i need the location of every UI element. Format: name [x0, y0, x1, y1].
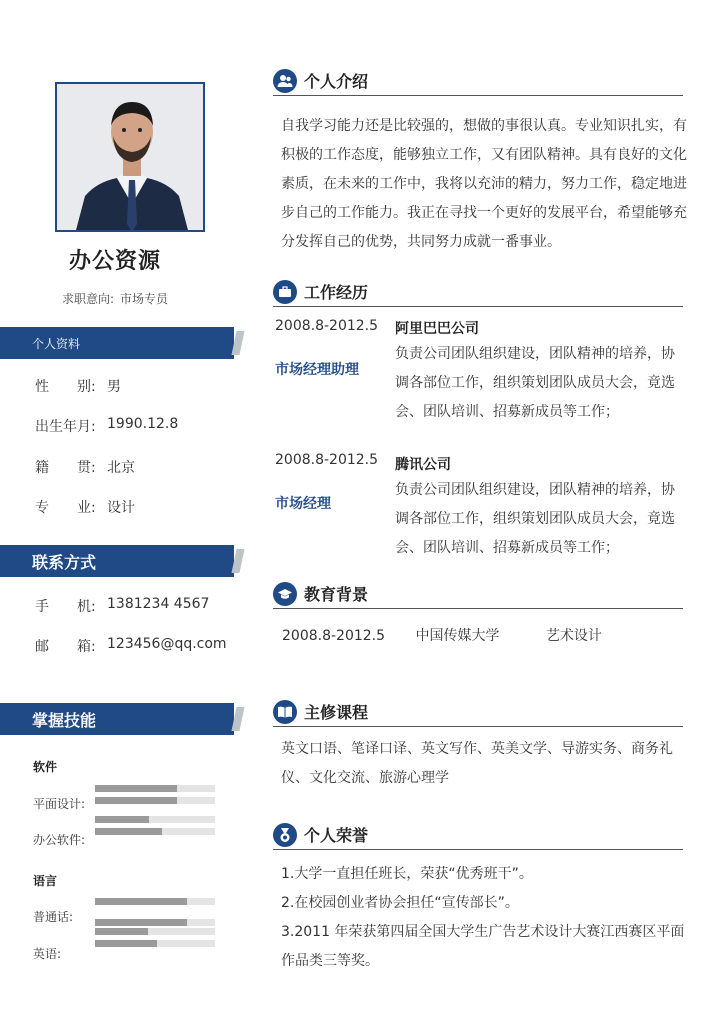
- info-birth: [35, 416, 178, 436]
- education-section-header: [273, 581, 683, 609]
- info-label: 专 业:: [35, 500, 96, 516]
- experience-title: 工作经历: [304, 283, 369, 302]
- job-intent: [0, 290, 230, 307]
- phone-value[interactable]: 1381234 4567: [107, 596, 210, 612]
- honors-section-header: [273, 822, 683, 850]
- header-decoration: [231, 331, 244, 355]
- intro-section-header: [273, 68, 683, 96]
- avatar: [57, 84, 205, 232]
- job-role: 市场经理: [275, 496, 331, 512]
- honors-list: [281, 860, 691, 976]
- email-value[interactable]: 123456@qq.com: [107, 636, 227, 652]
- education-major: 艺术设计: [545, 628, 602, 644]
- contact-header: [0, 545, 234, 577]
- job-company: 阿里巴巴公司: [395, 321, 479, 337]
- skill-fill: [95, 828, 162, 835]
- info-gender: [35, 376, 121, 396]
- honor-item: 3.2011 年荣获第四届全国大学生广告艺术设计大赛江西赛区平面作品类三等奖。: [281, 924, 685, 969]
- intro-title: 个人介绍: [304, 72, 369, 91]
- education-title: 教育背景: [304, 585, 369, 604]
- skill-bar: [95, 828, 215, 835]
- header-decoration: [231, 549, 244, 573]
- job-role: 市场经理助理: [275, 362, 359, 378]
- contact-title: 联系方式: [32, 552, 97, 572]
- contact-phone: [35, 596, 209, 616]
- job-intent-label: 求职意向:: [61, 292, 115, 306]
- skill-label: 办公软件:: [33, 833, 86, 847]
- job-date: 2008.8-2012.5: [275, 318, 379, 334]
- honor-item: 2.在校园创业者协会担任“宣传部长”。: [281, 895, 519, 911]
- info-major: [35, 497, 135, 517]
- skill-bar-decoration: [95, 928, 215, 935]
- contact-label: 邮 箱:: [35, 639, 96, 655]
- courses-title: 主修课程: [304, 703, 369, 722]
- personal-info-header: [0, 327, 234, 359]
- skill-label: 普通话:: [33, 910, 74, 924]
- info-value: 男: [107, 379, 121, 395]
- job-company: 腾讯公司: [395, 457, 451, 473]
- intro-text: 自我学习能力还是比较强的，想做的事很认真。专业知识扎实，有积极的工作态度，能够独立工作，又有团队精神。具有良好的文化素质，在未来的工作中，我将以充沛的精力，努力工作，稳定地进步自己的工作能力。我正在寻找一个更好的发展平台，希望能够充分发挥自己的优势，共同努力成就一番事业。: [281, 118, 687, 250]
- honors-title: 个人荣誉: [304, 826, 369, 845]
- info-value: 1990.12.8: [107, 416, 179, 432]
- skill-bar-decoration: [95, 816, 215, 823]
- experience-section-header: [273, 279, 683, 307]
- job-date: 2008.8-2012.5: [275, 452, 379, 468]
- courses-text: 英文口语、笔译口译、英文写作、英美文学、导游实务、商务礼仪、文化交流、旅游心理学: [281, 741, 673, 786]
- contact-email: [35, 636, 227, 656]
- personal-info-title: 个人资料: [32, 336, 81, 351]
- education-date: 2008.8-2012.5: [282, 628, 386, 644]
- info-value: 北京: [107, 460, 135, 476]
- skill-bar: [95, 797, 215, 804]
- skill-fill: [95, 919, 187, 926]
- info-label: 性 别:: [35, 379, 96, 395]
- info-label: 出生年月:: [35, 419, 96, 435]
- skill-label: 平面设计:: [33, 797, 86, 811]
- skill-bar-decoration: [95, 898, 215, 905]
- contact-label: 手 机:: [35, 599, 96, 615]
- courses-section-header: [273, 699, 683, 727]
- skill-bar: [95, 940, 215, 947]
- profile-photo: [55, 82, 205, 232]
- briefcase-icon: [273, 280, 297, 304]
- skills-header: [0, 703, 234, 735]
- info-value: 设计: [107, 500, 135, 516]
- skills-title: 掌握技能: [32, 710, 97, 730]
- education-row: [282, 625, 602, 645]
- header-decoration: [231, 707, 244, 731]
- skill-fill: [95, 797, 177, 804]
- skill-bar-decoration: [95, 785, 215, 792]
- education-school: 中国传媒大学: [415, 628, 500, 644]
- graduation-cap-icon: [273, 582, 297, 606]
- medal-icon: [273, 823, 297, 847]
- candidate-name: 办公资源: [68, 249, 161, 274]
- honor-item: 1.大学一直担任班长，荣获“优秀班干”。: [281, 866, 533, 882]
- job-description: 负责公司团队组织建设，团队精神的培养，协调各部位工作，组织策划团队成员大会，竟选会、团队培训、招募新成员等工作；: [395, 482, 675, 556]
- software-title: 软件: [33, 760, 58, 774]
- skill-fill: [95, 940, 157, 947]
- people-icon: [273, 69, 297, 93]
- skill-bar: [95, 919, 215, 926]
- language-title: 语言: [33, 874, 58, 888]
- job-description: 负责公司团队组织建设，团队精神的培养，协调各部位工作，组织策划团队成员大会，竟选会、团队培训、招募新成员等工作；: [395, 346, 675, 420]
- info-label: 籍 贯:: [35, 460, 96, 476]
- job-intent-value: 市场专员: [120, 292, 169, 306]
- skill-label: 英语:: [33, 947, 62, 961]
- book-icon: [273, 700, 297, 724]
- info-hometown: [35, 457, 135, 477]
